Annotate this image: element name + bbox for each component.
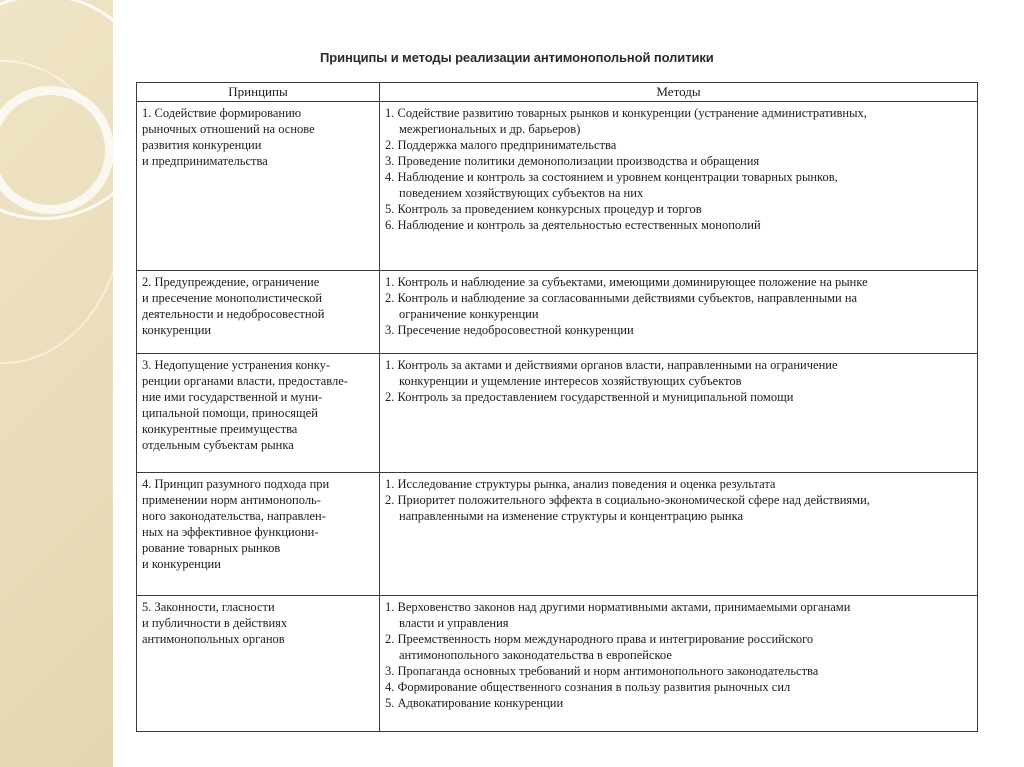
method-item: 4. Наблюдение и контроль за состоянием и уровнем концентрации товарных рынков, поведением хозяйствующих субъектов на них xyxy=(385,170,838,200)
principle-text: 1. Содействие формированию рыночных отношений на основе развития конкуренции и предпринимательства xyxy=(142,106,315,168)
document-title: Принципы и методы реализации антимонопольной политики xyxy=(320,50,714,65)
methods-cell xyxy=(380,354,978,473)
method-item: 4. Формирование общественного сознания в пользу развития рыночных сил xyxy=(385,680,791,694)
table-row xyxy=(137,473,978,596)
method-item: 1. Содействие развитию товарных рынков и конкуренции (устранение административных, межрегиональных и др. барьеров) xyxy=(385,106,867,136)
methods-list xyxy=(385,599,973,711)
table-row xyxy=(137,596,978,732)
principle-text: 2. Предупреждение, ограничение и пресечение монополистической деятельности и недобросовестной конкуренции xyxy=(142,275,325,337)
method-item: 1. Контроль и наблюдение за субъектами, имеющими доминирующее положение на рынке xyxy=(385,275,868,289)
methods-list xyxy=(385,274,973,338)
principle-cell xyxy=(137,271,380,354)
method-item: 5. Контроль за проведением конкурсных процедур и торгов xyxy=(385,202,702,216)
method-item: 2. Приоритет положительного эффекта в социально-экономической сфере над действиями, направленными на изменение структуры и концентрацию рынка xyxy=(385,493,870,523)
method-item: 3. Пресечение недобросовестной конкуренции xyxy=(385,323,634,337)
principle-cell xyxy=(137,596,380,732)
method-item: 3. Пропаганда основных требований и норм антимонопольного законодательства xyxy=(385,664,819,678)
principle-text: 4. Принцип разумного подхода при применении норм антимонополь- ного законодательства, направлен- ных на эффективное функциони- рование товарных рынков и конкуренции xyxy=(142,477,330,571)
table-row xyxy=(137,354,978,473)
method-item: 5. Адвокатирование конкуренции xyxy=(385,696,564,710)
method-item: 1. Верховенство законов над другими нормативными актами, принимаемыми органами власти и управления xyxy=(385,600,851,630)
table-row xyxy=(137,102,978,271)
column-header-principles: Принципы xyxy=(137,83,380,102)
principle-cell xyxy=(137,102,380,271)
methods-cell xyxy=(380,596,978,732)
method-item: 2. Преемственность норм международного права и интегрирование российского антимонопольного законодательства в европейское xyxy=(385,632,814,662)
methods-list xyxy=(385,105,973,233)
table-row xyxy=(137,271,978,354)
decorative-side-panel xyxy=(0,0,113,767)
method-item: 2. Контроль и наблюдение за согласованными действиями субъектов, направленными на ограничение конкуренции xyxy=(385,291,858,321)
principle-text: 5. Законности, гласности и публичности в действиях антимонопольных органов xyxy=(142,600,288,646)
method-item: 2. Поддержка малого предпринимательства xyxy=(385,138,617,152)
method-item: 3. Проведение политики демонополизации производства и обращения xyxy=(385,154,760,168)
method-item: 1. Исследование структуры рынка, анализ поведения и оценка результата xyxy=(385,477,776,491)
principle-cell xyxy=(137,354,380,473)
methods-cell xyxy=(380,102,978,271)
column-header-methods: Методы xyxy=(380,83,978,102)
methods-cell xyxy=(380,271,978,354)
table-header-row xyxy=(137,83,978,102)
method-item: 2. Контроль за предоставлением государственной и муниципальной помощи xyxy=(385,390,794,404)
principles-methods-table xyxy=(136,82,978,732)
methods-list xyxy=(385,357,973,405)
methods-cell xyxy=(380,473,978,596)
method-item: 1. Контроль за актами и действиями органов власти, направленными на ограничение конкуренции и ущемление интересов хозяйствующих субъектов xyxy=(385,358,838,388)
principle-cell xyxy=(137,473,380,596)
principle-text: 3. Недопущение устранения конку- ренции органами власти, предоставле- ние ими государственной и муни- ципальной помощи, приносящей конкурентные преимущества отдельным субъектам рынка xyxy=(142,358,348,452)
methods-list xyxy=(385,476,973,524)
method-item: 6. Наблюдение и контроль за деятельностью естественных монополий xyxy=(385,218,761,232)
